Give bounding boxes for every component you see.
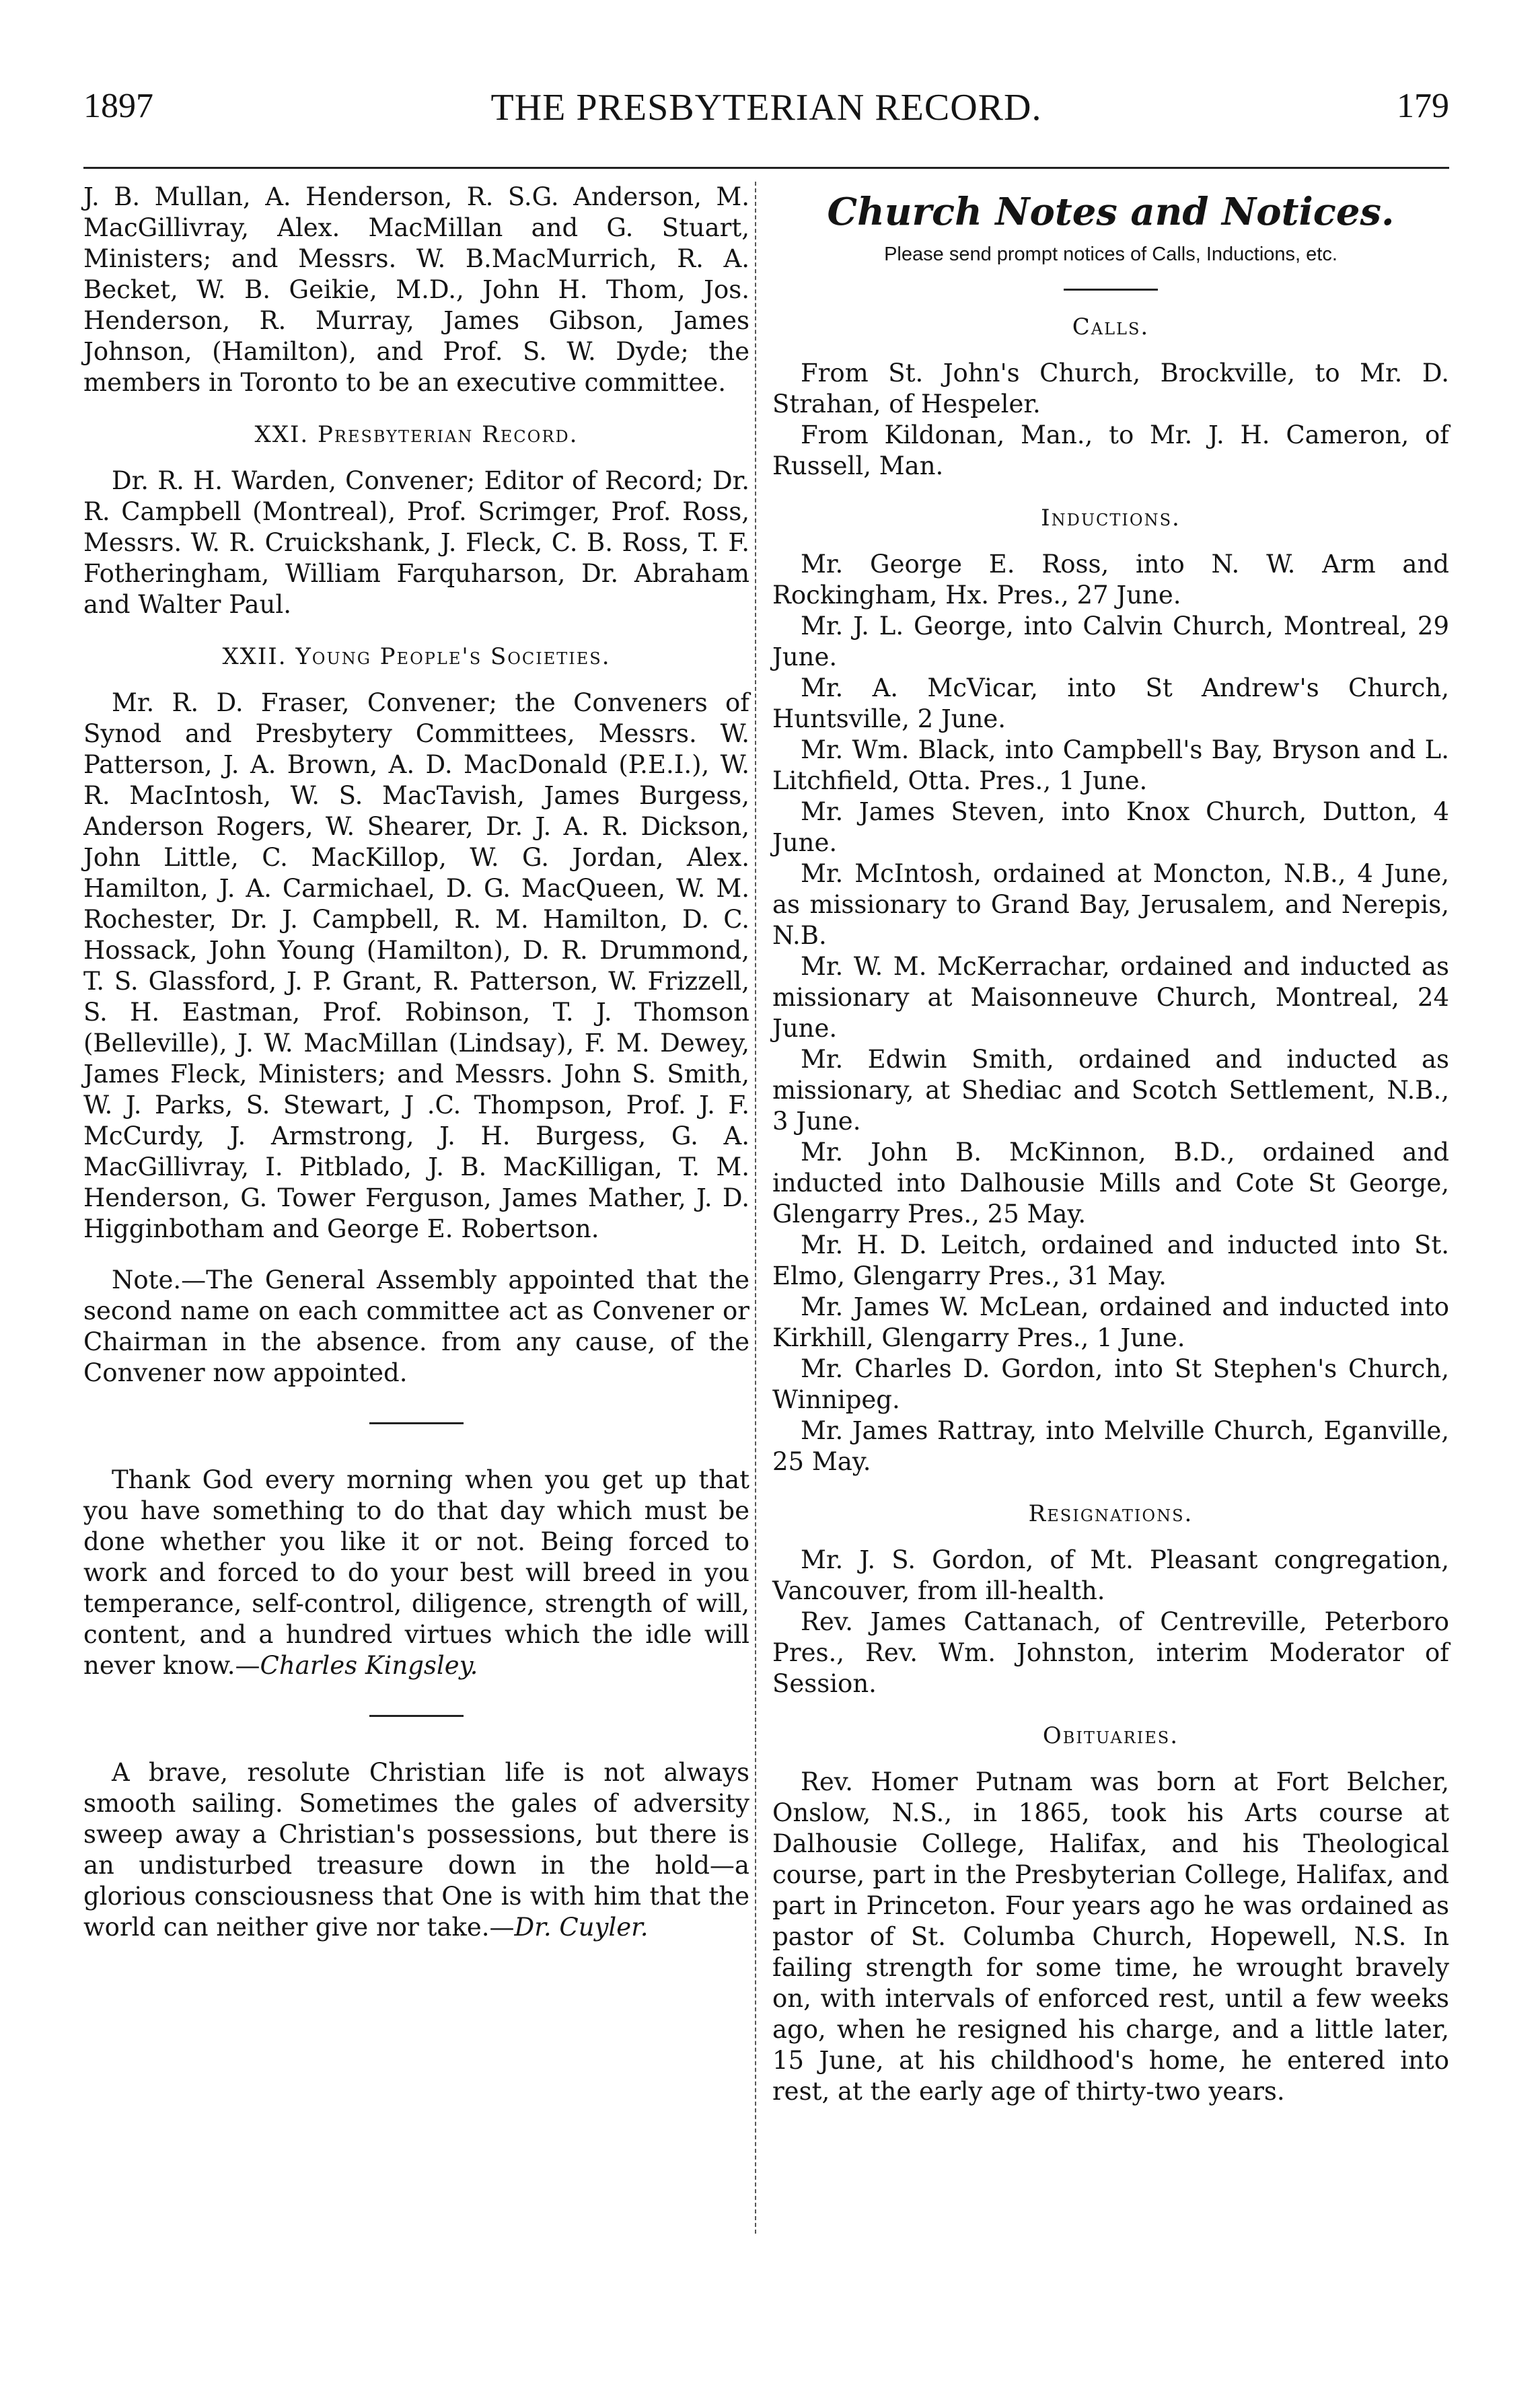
section-heading-xxii: XXII. Young People's Societies. xyxy=(222,643,611,670)
section-xxii-text: Mr. R. D. Fraser, Convener; the Conveners of Synod and Presbytery Committees, Messrs. W. Patterson, J. A. Brown, A. D. MacDonald (P.E.I.), W. R. MacIntosh, W. S. MacTavish, James Burgess, Anderson Rogers, W. Shearer, Dr. J. A. R. Dickson, John Little, C. MacKillop, W. G. Jordan, Alex. Hamilton, J. A. Carmichael, D. G. MacQueen, W. M. Rochester, Dr. J. Campbell, R. M. Hamilton, D. C. Hossack, John Young (Hamilton), D. R. Drummond, T. S. Glassford, J. P. Grant, R. Patterson, W. Frizzell, S. H. Eastman, Prof. Robinson, T. J. Thomson (Belleville), J. W. MacMillan (Lindsay), F. M. Dewey, James Fleck, Ministers; and Messrs. John S. Smith, W. J. Parks, S. Stewart, J .C. Thompson, Prof. J. F. McCurdy, J. Armstrong, J. H. Burgess, G. A. MacGillivray, I. Pitblado, J. B. MacKilligan, T. M. Henderson, G. Tower Ferguson, James Mather, J. D. Higginbotham and George E. Robertson. xyxy=(83,688,749,1243)
resignation-entry: Mr. J. S. Gordon, of Mt. Pleasant congregation, Vancouver, from ill-health. xyxy=(772,1545,1449,1605)
assembly-note: Note.—The General Assembly appointed that the second name on each committee act as Convener or Chairman in the absence. from any cause, of the Convener now appointed. xyxy=(83,1265,749,1387)
separator-rule xyxy=(369,1715,464,1717)
quote-cuyler-author: Dr. Cuyler. xyxy=(514,1913,649,1942)
resignations-heading: Resignations. xyxy=(1028,1500,1194,1527)
left-column xyxy=(83,182,749,1943)
quote-cuyler-text: A brave, resolute Christian life is not always smooth sailing. Sometimes the gales of adversity sweep away a Christian's possessions, but there is an undisturbed treasure down in the hold—a glorious consciousness that One is with him that the world can neither give nor take.— xyxy=(83,1758,749,1942)
header-rule xyxy=(83,167,1449,169)
inductions-heading: Inductions. xyxy=(1041,505,1181,531)
page-number: 179 xyxy=(1397,87,1449,125)
separator-rule xyxy=(1064,289,1158,291)
quote-kingsley-text: Thank God every morning when you get up that you have something to do that day which must be done whether you like it or not. Being forced to work and forced to do your best will breed in you temperance, self-control, diligence, strength of will, content, and a hundred virtues which the idle will never know.— xyxy=(83,1465,749,1680)
induction-entry: Mr. Edwin Smith, ordained and inducted as missionary, at Shediac and Scotch Settlement, N.B., 3 June. xyxy=(772,1045,1449,1136)
call-entry: From St. John's Church, Brockville, to Mr. D. Strahan, of Hespeler. xyxy=(772,359,1449,418)
quote-cuyler xyxy=(83,1757,749,1943)
induction-entry: Mr. McIntosh, ordained at Moncton, N.B., 4 June, as missionary to Grand Bay, Jerusalem, and Nerepis, N.B. xyxy=(772,859,1449,950)
call-entry: From Kildonan, Man., to Mr. J. H. Cameron, of Russell, Man. xyxy=(772,420,1449,480)
obituaries-heading: Obituaries. xyxy=(1042,1722,1179,1749)
induction-entry: Mr. A. McVicar, into St Andrew's Church, Huntsville, 2 June. xyxy=(772,673,1449,733)
right-column xyxy=(772,182,1449,2107)
induction-entry: Mr. Charles D. Gordon, into St Stephen's Church, Winnipeg. xyxy=(772,1354,1449,1414)
separator-rule xyxy=(369,1422,464,1424)
page-header xyxy=(83,86,1449,140)
induction-entry: Mr. W. M. McKerrachar, ordained and inducted as missionary at Maisonneuve Church, Montreal, 24 June. xyxy=(772,952,1449,1043)
page-year: 1897 xyxy=(83,87,153,125)
resignation-entry: Rev. James Cattanach, of Centreville, Peterboro Pres., Rev. Wm. Johnston, interim Moderator of Session. xyxy=(772,1607,1449,1698)
section-xxi-text: Dr. R. H. Warden, Convener; Editor of Record; Dr. R. Campbell (Montreal), Prof. Scrimger, Prof. Ross, Messrs. W. R. Cruickshank, J. Fleck, C. B. Ross, T. F. Fotheringham, William Farquharson, Dr. Abraham and Walter Paul. xyxy=(83,466,749,619)
induction-entry: Mr. James Steven, into Knox Church, Dutton, 4 June. xyxy=(772,797,1449,857)
calls-heading: Calls. xyxy=(1072,314,1150,340)
induction-entry: Mr. J. L. George, into Calvin Church, Montreal, 29 June. xyxy=(772,612,1449,671)
quote-kingsley xyxy=(83,1465,749,1681)
quote-kingsley-author: Charles Kingsley. xyxy=(260,1651,478,1680)
church-notes-title: Church Notes and Notices. xyxy=(827,190,1395,234)
page-title: THE PRESBYTERIAN RECORD. xyxy=(490,87,1042,129)
section-heading-xxi: XXI. Presbyterian Record. xyxy=(254,421,579,448)
column-divider xyxy=(755,182,756,2234)
induction-entry: Mr. Wm. Black, into Campbell's Bay, Bryson and L. Litchfield, Otta. Pres., 1 June. xyxy=(772,735,1449,795)
induction-entry: Mr. James W. McLean, ordained and inducted into Kirkhill, Glengarry Pres., 1 June. xyxy=(772,1292,1449,1352)
induction-entry: Mr. H. D. Leitch, ordained and inducted into St. Elmo, Glengarry Pres., 31 May. xyxy=(772,1231,1449,1290)
induction-entry: Mr. John B. McKinnon, B.D., ordained and inducted into Dalhousie Mills and Cote St George, Glengarry Pres., 25 May. xyxy=(772,1138,1449,1228)
induction-entry: Mr. James Rattray, into Melville Church, Eganville, 25 May. xyxy=(772,1416,1449,1476)
induction-entry: Mr. George E. Ross, into N. W. Arm and Rockingham, Hx. Pres., 27 June. xyxy=(772,550,1449,610)
obituary-entry: Rev. Homer Putnam was born at Fort Belcher, Onslow, N.S., in 1865, took his Arts course at Dalhousie College, Halifax, and his Theological course, part in the Presbyterian College, Halifax, and part in Princeton. Four years ago he was ordained as pastor of St. Columba Church, Hopewell, N.S. In failing strength for some time, he wrought bravely on, with intervals of enforced rest, until a few weeks ago, when he resigned his charge, and a little later, 15 June, at his childhood's home, he entered into rest, at the early age of thirty-two years. xyxy=(772,1767,1449,2106)
committee-intro: J. B. Mullan, A. Henderson, R. S.G. Anderson, M. MacGillivray, Alex. MacMillan and G. Stuart, Ministers; and Messrs. W. B.MacMurrich, R. A. Becket, W. B. Geikie, M.D., John H. Thom, Jos. Henderson, R. Murray, James Gibson, James Johnson, (Hamilton), and Prof. S. W. Dyde; the members in Toronto to be an executive committee. xyxy=(83,182,749,397)
church-notes-subnote: Please send prompt notices of Calls, Inductions, etc. xyxy=(884,244,1337,265)
